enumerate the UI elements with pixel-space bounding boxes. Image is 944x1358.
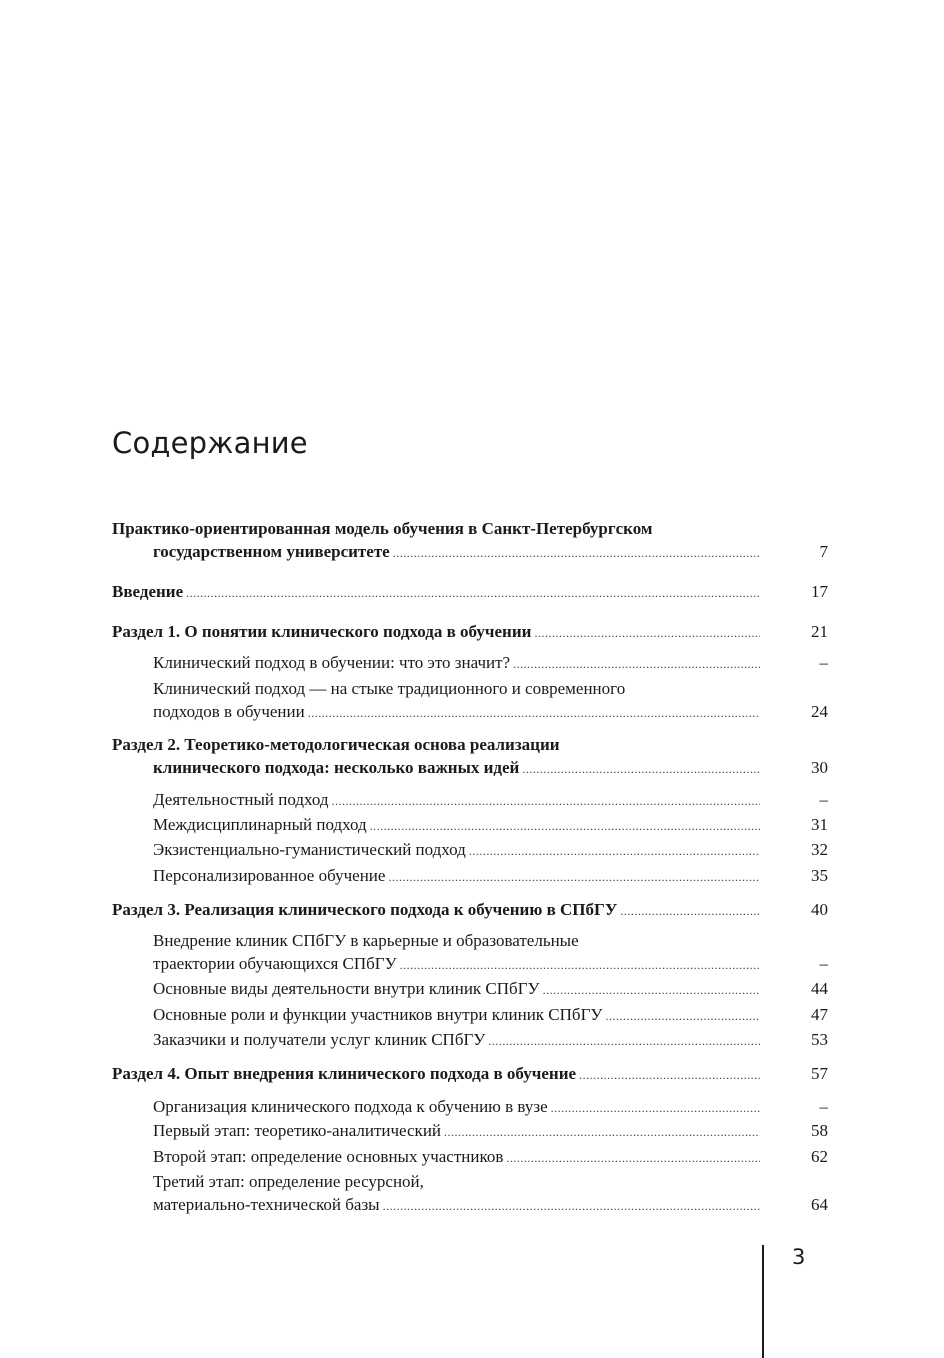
toc-entry-subsection[interactable] bbox=[112, 788, 828, 811]
toc-page-number: 57 bbox=[811, 1064, 828, 1083]
toc-entry-text: Практико-ориентированная модель обучения в Санкт-Петербургском bbox=[112, 519, 653, 538]
toc-entry-section-1[interactable] bbox=[112, 620, 828, 643]
toc-page-number: – bbox=[819, 1097, 828, 1116]
toc-entry-text: Клинический подход в обучении: что это значит? bbox=[153, 653, 511, 672]
toc-entry-text: Внедрение клиник СПбГУ в карьерные и образовательные bbox=[153, 931, 579, 950]
toc-page-number: 32 bbox=[811, 840, 828, 859]
toc-page-number: 40 bbox=[811, 900, 828, 919]
toc-entry-section-3[interactable] bbox=[112, 898, 828, 921]
toc-page-number: 30 bbox=[811, 758, 828, 777]
toc-entry-text: траектории обучающихся СПбГУ bbox=[153, 954, 397, 973]
toc-leader-dots bbox=[383, 1195, 760, 1212]
toc-page-number: 62 bbox=[811, 1147, 828, 1166]
toc-page-number: – bbox=[819, 653, 828, 672]
toc-page-number: 31 bbox=[811, 815, 828, 834]
toc-page-number: – bbox=[819, 790, 828, 809]
toc-leader-dots bbox=[543, 979, 760, 996]
toc-entry-subsection[interactable] bbox=[112, 1028, 828, 1051]
toc-entry-subsection[interactable] bbox=[112, 1003, 828, 1026]
toc-entry-text: Раздел 1. О понятии клинического подхода в обучении bbox=[112, 622, 532, 641]
toc-entry-text: Основные роли и функции участников внутри клиник СПбГУ bbox=[153, 1005, 603, 1024]
toc-entry-subsection[interactable] bbox=[112, 651, 828, 674]
toc-leader-dots bbox=[488, 1030, 760, 1047]
toc-leader-dots bbox=[388, 866, 760, 883]
toc-leader-dots bbox=[551, 1097, 760, 1114]
toc-entry-text: Третий этап: определение ресурсной, bbox=[153, 1172, 424, 1191]
toc-leader-dots bbox=[332, 790, 760, 807]
toc-entry-subsection[interactable] bbox=[112, 677, 828, 723]
toc-leader-dots bbox=[620, 900, 760, 917]
toc-entry-text: Заказчики и получатели услуг клиник СПбГУ bbox=[153, 1030, 486, 1049]
toc-entry-subsection[interactable] bbox=[112, 864, 828, 887]
toc-entry-subsection[interactable] bbox=[112, 838, 828, 861]
toc-entry-model[interactable] bbox=[112, 517, 828, 563]
toc-entry-text: государственном университете bbox=[153, 542, 390, 561]
toc-leader-dots bbox=[370, 815, 760, 832]
toc-page-number: 7 bbox=[819, 542, 828, 561]
toc-entry-text: материально-технической базы bbox=[153, 1195, 380, 1214]
toc-entry-section-4[interactable] bbox=[112, 1062, 828, 1085]
toc-page-number: 44 bbox=[811, 979, 828, 998]
footer-rule bbox=[762, 1245, 764, 1358]
toc-page-number: – bbox=[819, 954, 828, 973]
toc-entry-text: Междисциплинарный подход bbox=[153, 815, 367, 834]
toc-leader-dots bbox=[522, 758, 760, 775]
toc-entry-text: Раздел 3. Реализация клинического подхода к обучению в СПбГУ bbox=[112, 900, 618, 919]
toc-entry-text: Раздел 2. Теоретико-методологическая основа реализации bbox=[112, 735, 560, 754]
toc-leader-dots bbox=[393, 542, 760, 559]
toc-page-number: 58 bbox=[811, 1121, 828, 1140]
toc-leader-dots bbox=[506, 1147, 760, 1164]
toc-entry-text: Второй этап: определение основных участников bbox=[153, 1147, 504, 1166]
toc-page-number: 64 bbox=[811, 1195, 828, 1214]
toc-entry-intro[interactable] bbox=[112, 580, 828, 603]
toc-leader-dots bbox=[534, 622, 760, 639]
toc-entry-text: Экзистенциально-гуманистический подход bbox=[153, 840, 466, 859]
toc-entry-section-2[interactable] bbox=[112, 733, 828, 779]
page-title: Содержание bbox=[112, 426, 308, 460]
toc-entry-subsection[interactable] bbox=[112, 1095, 828, 1118]
toc-page-number: 21 bbox=[811, 622, 828, 641]
toc-leader-dots bbox=[513, 653, 760, 670]
toc-entry-subsection[interactable] bbox=[112, 1145, 828, 1168]
toc-leader-dots bbox=[579, 1064, 760, 1081]
toc-entry-text: Персонализированное обучение bbox=[153, 866, 386, 885]
toc-page-number: 47 bbox=[811, 1005, 828, 1024]
toc-page-number: 17 bbox=[811, 582, 828, 601]
toc-leader-dots bbox=[308, 702, 760, 719]
toc-entry-subsection[interactable] bbox=[112, 1119, 828, 1142]
toc-leader-dots bbox=[469, 840, 760, 857]
toc-leader-dots bbox=[605, 1005, 760, 1022]
toc-entry-text: Клинический подход — на стыке традиционного и современного bbox=[153, 679, 626, 698]
toc-entry-text: подходов в обучении bbox=[153, 702, 305, 721]
toc-entry-text: Первый этап: теоретико-аналитический bbox=[153, 1121, 442, 1140]
toc-page-number: 24 bbox=[811, 702, 828, 721]
toc-entry-subsection[interactable] bbox=[112, 929, 828, 975]
toc-leader-dots bbox=[400, 954, 760, 971]
toc-page-number: 53 bbox=[811, 1030, 828, 1049]
toc-entry-text: клинического подхода: несколько важных идей bbox=[153, 758, 520, 777]
toc-entry-subsection[interactable] bbox=[112, 1170, 828, 1216]
toc-entry-text: Деятельностный подход bbox=[153, 790, 329, 809]
toc-page-number: 35 bbox=[811, 866, 828, 885]
page-number: 3 bbox=[792, 1245, 806, 1269]
toc-entry-text: Основные виды деятельности внутри клиник СПбГУ bbox=[153, 979, 540, 998]
toc-entry-subsection[interactable] bbox=[112, 813, 828, 836]
toc-leader-dots bbox=[444, 1121, 760, 1138]
toc-entry-subsection[interactable] bbox=[112, 977, 828, 1000]
toc-entry-text: Организация клинического подхода к обучению в вузе bbox=[153, 1097, 548, 1116]
toc-entry-text: Раздел 4. Опыт внедрения клинического подхода в обучение bbox=[112, 1064, 577, 1083]
toc-leader-dots bbox=[186, 582, 760, 599]
toc-entry-text: Введение bbox=[112, 582, 184, 601]
